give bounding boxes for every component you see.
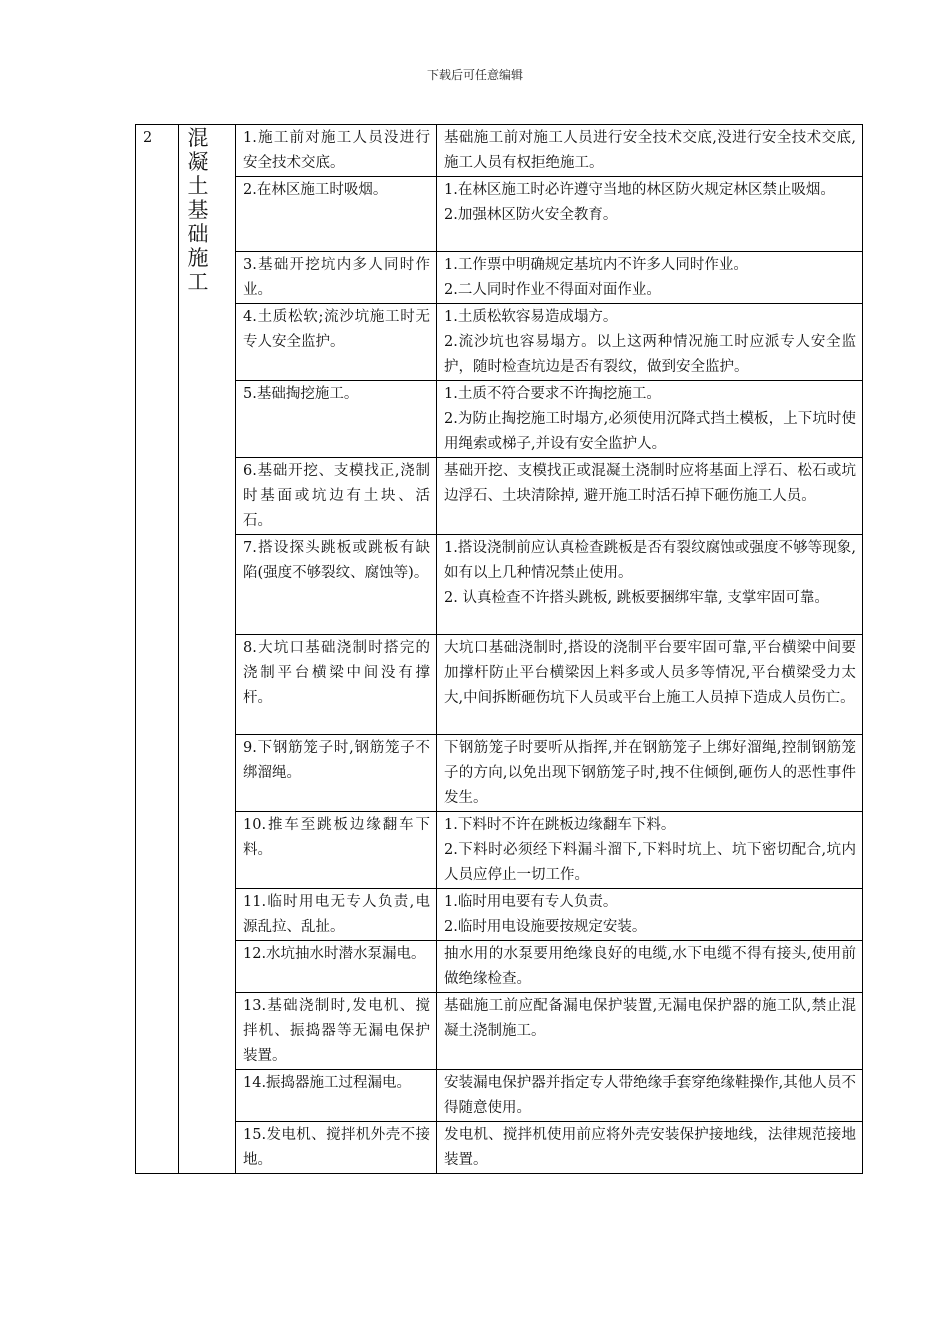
- measures-cell: [437, 941, 863, 993]
- table-body: [136, 125, 863, 1174]
- measures-cell: [437, 812, 863, 889]
- measures-cell: [437, 381, 863, 458]
- measure-text: 基础施工前对施工人员进行安全技术交底,没进行安全技术交底,施工人员有权拒绝施工。: [444, 130, 856, 171]
- measure-text: 1.土质不符合要求不许掏挖施工。: [444, 386, 661, 402]
- measures-cell: [437, 889, 863, 941]
- measure-text: 1.工作票中明确规定基坑内不许多人同时作业。: [444, 257, 748, 273]
- table-row: [136, 941, 863, 993]
- table-row: [136, 252, 863, 304]
- measure-text: 抽水用的水泵要用绝缘良好的电缆,水下电缆不得有接头,使用前做绝缘检查。: [444, 946, 856, 987]
- page-header: 下载后可任意编辑: [426, 68, 523, 82]
- hazard-cell: 12.水坑抽水时潜水泵漏电。: [236, 941, 437, 993]
- hazard-cell: 6.基础开挖、支模找正,浇制时基面或坑边有土块、活石。: [236, 458, 437, 535]
- hazard-cell: 15.发电机、搅拌机外壳不接地。: [236, 1122, 437, 1174]
- measures-cell: [437, 1122, 863, 1174]
- hazard-cell: 13.基础浇制时,发电机、搅拌机、振捣器等无漏电保护装置。: [236, 993, 437, 1070]
- hazard-cell: 4.土质松软;流沙坑施工时无专人安全监护。: [236, 304, 437, 381]
- table-row: [136, 177, 863, 252]
- measure-text: 2. 认真检查不许搭头跳板, 跳板要捆绑牢靠, 支掌牢固可靠。: [444, 590, 829, 606]
- hazard-cell: 9.下钢筋笼子时,钢筋笼子不绑溜绳。: [236, 735, 437, 812]
- table-row: [136, 993, 863, 1070]
- measure-text: 1.土质松软容易造成塌方。: [444, 309, 618, 325]
- measure-text: 安装漏电保护器并指定专人带绝缘手套穿绝缘鞋操作,其他人员不得随意使用。: [444, 1075, 856, 1116]
- measures-cell: [437, 635, 863, 735]
- table-row: [136, 381, 863, 458]
- item-number: 2: [136, 125, 179, 1174]
- hazard-cell: 14.振捣器施工过程漏电。: [236, 1070, 437, 1122]
- measure-text: 1.搭设浇制前应认真检查跳板是否有裂纹腐蚀或强度不够等现象, 如有以上几种情况禁止使用。: [444, 540, 856, 581]
- measure-text: 2.下料时必须经下料漏斗溜下,下料时坑上、坑下密切配合,坑内人员应停止一切工作。: [444, 842, 856, 883]
- table-row: [136, 535, 863, 635]
- hazard-cell: 11.临时用电无专人负责,电源乱拉、乱扯。: [236, 889, 437, 941]
- measures-cell: [437, 993, 863, 1070]
- category-cell: [179, 125, 236, 1174]
- table-row: [136, 1122, 863, 1174]
- measures-cell: [437, 535, 863, 635]
- table-row: [136, 458, 863, 535]
- measure-text: 发电机、搅拌机使用前应将外壳安装保护接地线，法律规范接地装置。: [444, 1127, 856, 1168]
- measures-cell: [437, 735, 863, 812]
- measure-text: 2.临时用电设施要按规定安装。: [444, 919, 647, 935]
- hazard-cell: 3.基础开挖坑内多人同时作业。: [236, 252, 437, 304]
- hazard-cell: 1.施工前对施工人员没进行安全技术交底。: [236, 125, 437, 177]
- measure-text: 2.流沙坑也容易塌方。以上这两种情况施工时应派专人安全监护，随时检查坑边是否有裂纹，做到安全监护。: [444, 334, 856, 375]
- measures-cell: [437, 1070, 863, 1122]
- measures-cell: [437, 252, 863, 304]
- table-row: [136, 1070, 863, 1122]
- measure-text: 基础开挖、支模找正或混凝土浇制时应将基面上浮石、松石或坑边浮石、土块清除掉, 避开施工时活石掉下砸伤施工人员。: [444, 463, 856, 504]
- hazard-cell: 8.大坑口基础浇制时搭完的浇制平台横梁中间没有撑杆。: [236, 635, 437, 735]
- measure-text: 2.加强林区防火安全教育。: [444, 207, 618, 223]
- measure-text: 1.下料时不许在跳板边缘翻车下料。: [444, 817, 676, 833]
- measures-cell: [437, 458, 863, 535]
- measure-text: 2.二人同时作业不得面对面作业。: [444, 282, 661, 298]
- measure-text: 大坑口基础浇制时,搭设的浇制平台要牢固可靠,平台横梁中间要加撑杆防止平台横梁因上料多或人员多等情况,平台横梁受力太大,中间拆断砸伤坑下人员或平台上施工人员掉下造成人员伤亡。: [444, 640, 856, 706]
- measures-cell: [437, 125, 863, 177]
- hazard-cell: 5.基础掏挖施工。: [236, 381, 437, 458]
- measure-text: 下钢筋笼子时要听从指挥,并在钢筋笼子上绑好溜绳,控制钢筋笼子的方向,以免出现下钢筋笼子时,拽不住倾倒,砸伤人的恶性事件发生。: [444, 740, 856, 806]
- measure-text: 基础施工前应配备漏电保护装置,无漏电保护器的施工队,禁止混凝土浇制施工。: [444, 998, 856, 1039]
- table-row: [136, 304, 863, 381]
- measure-text: 2.为防止掏挖施工时塌方,必须使用沉降式挡土模板，上下坑时使用绳索或梯子,并设有安全监护人。: [444, 411, 856, 452]
- table-row: [136, 889, 863, 941]
- hazard-cell: 10.推车至跳板边缘翻车下料。: [236, 812, 437, 889]
- safety-measures-table: [135, 124, 863, 1174]
- table-row: [136, 812, 863, 889]
- measure-text: 1.临时用电要有专人负责。: [444, 894, 618, 910]
- measure-text: 1.在林区施工时必许遵守当地的林区防火规定林区禁止吸烟。: [444, 182, 835, 198]
- table-row: [136, 735, 863, 812]
- measures-cell: [437, 304, 863, 381]
- table-row: [136, 125, 863, 177]
- category-label: 混凝土基础施工: [187, 126, 209, 294]
- table-row: [136, 635, 863, 735]
- measures-cell: [437, 177, 863, 252]
- hazard-cell: 2.在林区施工时吸烟。: [236, 177, 437, 252]
- hazard-cell: 7.搭设探头跳板或跳板有缺陷(强度不够裂纹、腐蚀等)。: [236, 535, 437, 635]
